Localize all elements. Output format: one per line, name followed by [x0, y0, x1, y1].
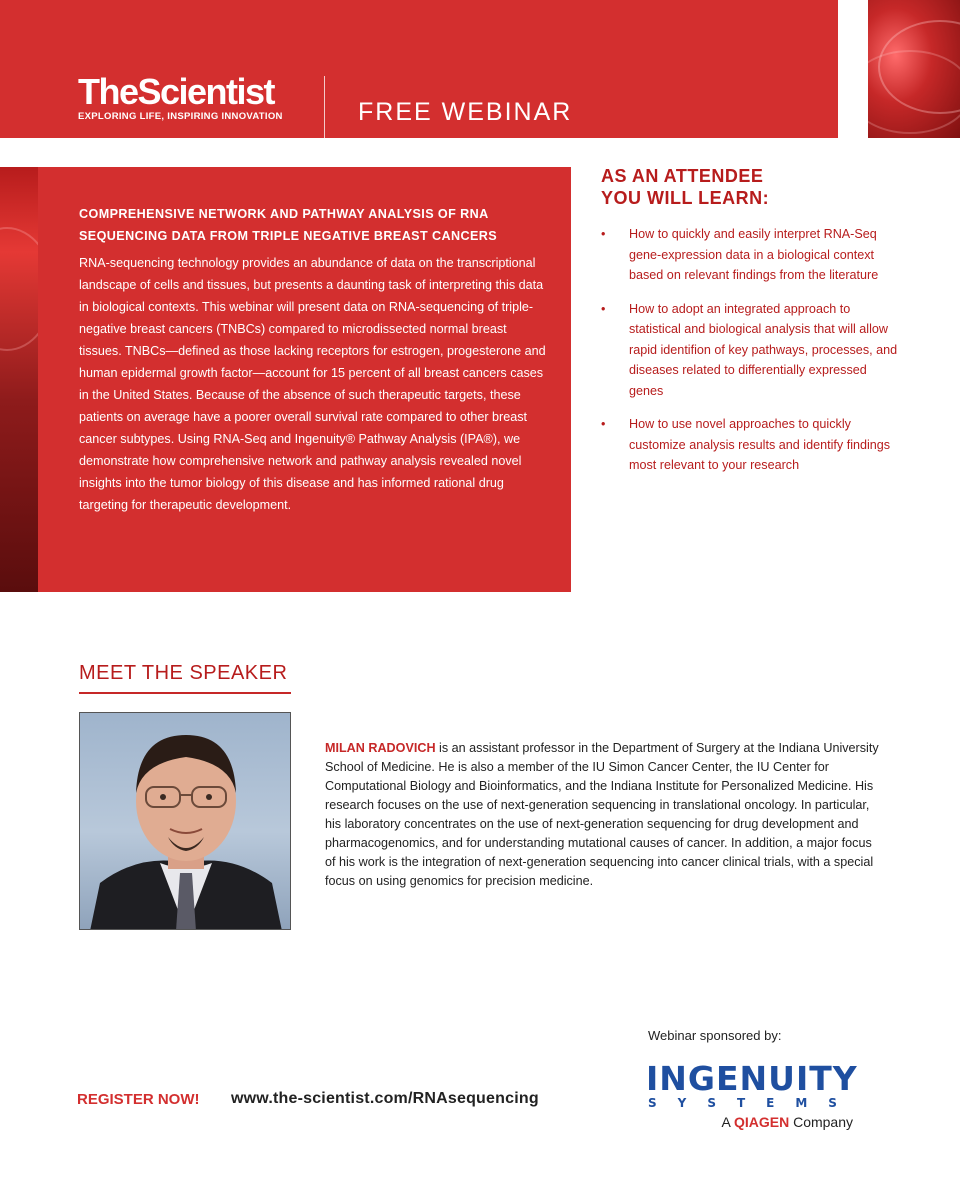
- company-suffix: Company: [793, 1114, 853, 1130]
- webinar-title: COMPREHENSIVE NETWORK AND PATHWAY ANALYSIS OF RNA SEQUENCING DATA FROM TRIPLE NEGATIVE BREAST CANCERS: [79, 207, 498, 243]
- speaker-portrait-icon: [80, 713, 291, 930]
- left-decorative-image: [0, 167, 38, 592]
- header-divider: [324, 76, 325, 138]
- company-prefix: A: [721, 1114, 731, 1130]
- logo-wordmark: TheScientist: [78, 71, 275, 112]
- speaker-bio-text: is an assistant professor in the Department of Surgery at the Indiana University School of Medicine. He is also a member of the IU Simon Cancer Center, the IU Center for Computational Biology and Bioinformatics, and the Indiana Institute for Personalized Medicine. His research focuses on the use of next-generation sequencing in translational oncology. In particular, his laboratory concentrates on the use of next-generation sequencing for drug development and pharmacogenomics, and for understanding mutational causes of cancer. In addition, a major focus of his work is the integration of next-generation sequencing into cancer clinical trials, with a special focus on using genomics for precision medicine.: [325, 741, 879, 888]
- bullet-icon: •: [601, 301, 606, 316]
- learn-item-text: How to adopt an integrated approach to statistical and biological analysis that will allow rapid identifion of key pathways, processes, and diseases related to differentially expressed genes: [629, 301, 898, 398]
- learn-list: [601, 224, 901, 489]
- page-title: FREE WEBINAR: [358, 98, 573, 126]
- ingenuity-logo[interactable]: [646, 1059, 861, 1130]
- sponsor-label: Webinar sponsored by:: [648, 1028, 782, 1043]
- learn-item-text: How to use novel approaches to quickly customize analysis results and identify findings most relevant to your research: [629, 417, 891, 472]
- header-decorative-image: [868, 0, 960, 138]
- learn-heading: [601, 165, 921, 209]
- bullet-icon: •: [601, 417, 606, 431]
- learn-heading-line2: YOU WILL LEARN:: [601, 188, 770, 208]
- registration-link[interactable]: www.the-scientist.com/RNAsequencing: [231, 1090, 539, 1107]
- learn-item-text: How to quickly and easily interpret RNA-Seq gene-expression data in a biological context based on relevant findings from the literature: [629, 227, 879, 282]
- list-item: [601, 299, 901, 402]
- speaker-name: MILAN RADOVICH: [325, 741, 436, 755]
- ingenuity-systems-text: SYSTEMS: [648, 1096, 858, 1110]
- logo-tagline: EXPLORING LIFE, INSPIRING INNOVATION: [78, 111, 283, 122]
- list-item: [601, 224, 901, 286]
- learn-heading-line1: AS AN ATTENDEE: [601, 166, 764, 186]
- webinar-description: RNA-sequencing technology provides an abundance of data on the transcriptional landscape of cells and tissues, but presents a daunting task of interpreting this data in biological contexts. This webinar will present data on RNA-sequencing of triple-negative breast cancers (TNBCs) compared to microdissected normal breast tissues. TNBCs—defined as those lacking receptors for estrogen, progesterone and human epidermal growth factor—account for 15 percent of all breast cancers cases in the United States. Because of the absence of such therapeutic targets, these patients on average have a poorer overall survival rate compared to other breast cancer subtypes. Using RNA-Seq and Ingenuity® Pathway Analysis (IPA®), we demonstrate how comprehensive network and pathway analysis revealed novel insights into the tumor biology of this disease and has informed rational drug targeting for therapeutic development.: [79, 256, 546, 512]
- speaker-photo: [79, 712, 291, 930]
- ingenuity-wordmark: INGENUITY: [646, 1059, 858, 1098]
- qiagen-brand: QIAGEN: [733, 1114, 790, 1130]
- the-scientist-logo[interactable]: [78, 71, 293, 122]
- bullet-icon: •: [601, 227, 606, 241]
- list-item: [601, 414, 901, 476]
- register-now-label[interactable]: REGISTER NOW!: [77, 1091, 200, 1108]
- qiagen-company-line: [646, 1114, 861, 1130]
- header-gap: [838, 0, 868, 138]
- speaker-bio: [325, 739, 880, 891]
- speaker-heading: MEET THE SPEAKER: [79, 662, 291, 694]
